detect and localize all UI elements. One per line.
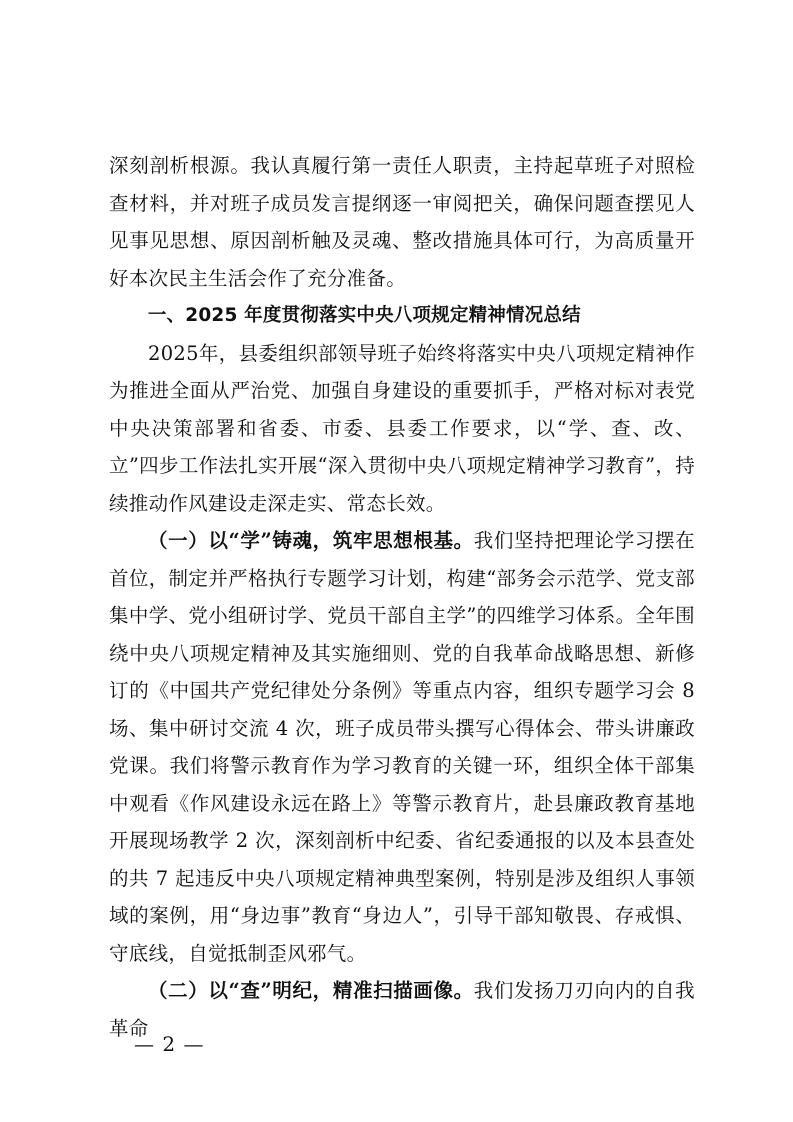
section-summary-paragraph: 2025年，县委组织部领导班子始终将落实中央八项规定精神作为推进全面从严治党、加强自身建设的重要抓手，严格对标对表党中央决策部署和省委、市委、县委工作要求，以“学、查、改、立”四步工作法扎实开展“深入贯彻中央八项规定精神学习教育”，持续推动作风建设走深走实、常态长效。 <box>109 341 695 515</box>
section-heading: 一、2025 年度贯彻落实中央八项规定精神情况总结 <box>147 305 581 326</box>
item2-heading: （二）以“查”明纪，精准扫描画像。 <box>148 979 474 1002</box>
intro-paragraph: 深刻剖析根源。我认真履行第一责任人职责，主持起草班子对照检查材料，并对班子成员发言提纲逐一审阅把关，确保问题查摆见人见事见思想、原因剖析触及灵魂、整改措施具体可行，为高质量开好本次民主生活会作了充分准备。 <box>109 154 695 290</box>
document-body <box>109 147 695 1047</box>
page-number: — 2 — <box>134 1032 205 1056</box>
item1-heading: （一）以“学”铸魂，筑牢思想根基。 <box>148 529 474 552</box>
item1-paragraph <box>109 522 695 972</box>
item2-body: 我们发扬刀刃向内的自我革命 <box>109 979 695 1040</box>
item1-body: 我们坚持把理论学习摆在首位，制定并严格执行专题学习计划，构建“部务会示范学、党支部集中学、党小组研讨学、党员干部自主学”的四维学习体系。全年围绕中央八项规定精神及其实施细则、党的自我革命战略思想、新修订的《中国共产党纪律处分条例》等重点内容，组织专题学习会 8 场、集中研讨交流 4 次，班子成员带头撰写心得体会、带头讲廉政党课。我们将警示教育作为学习教育的关键一环，组织全体干部集中观看《作风建设永远在路上》等警示教育片，赴县廉政教育基地开展现场教学 2 次，深刻剖析中纪委、省纪委通报的以及本县查处的共 7 起违反中央八项规定精神典型案例，特别是涉及组织人事领域的案例，用“身边事”教育“身边人”，引导干部知敬畏、存戒惧、守底线，自觉抵制歪风邪气。 <box>109 529 695 965</box>
